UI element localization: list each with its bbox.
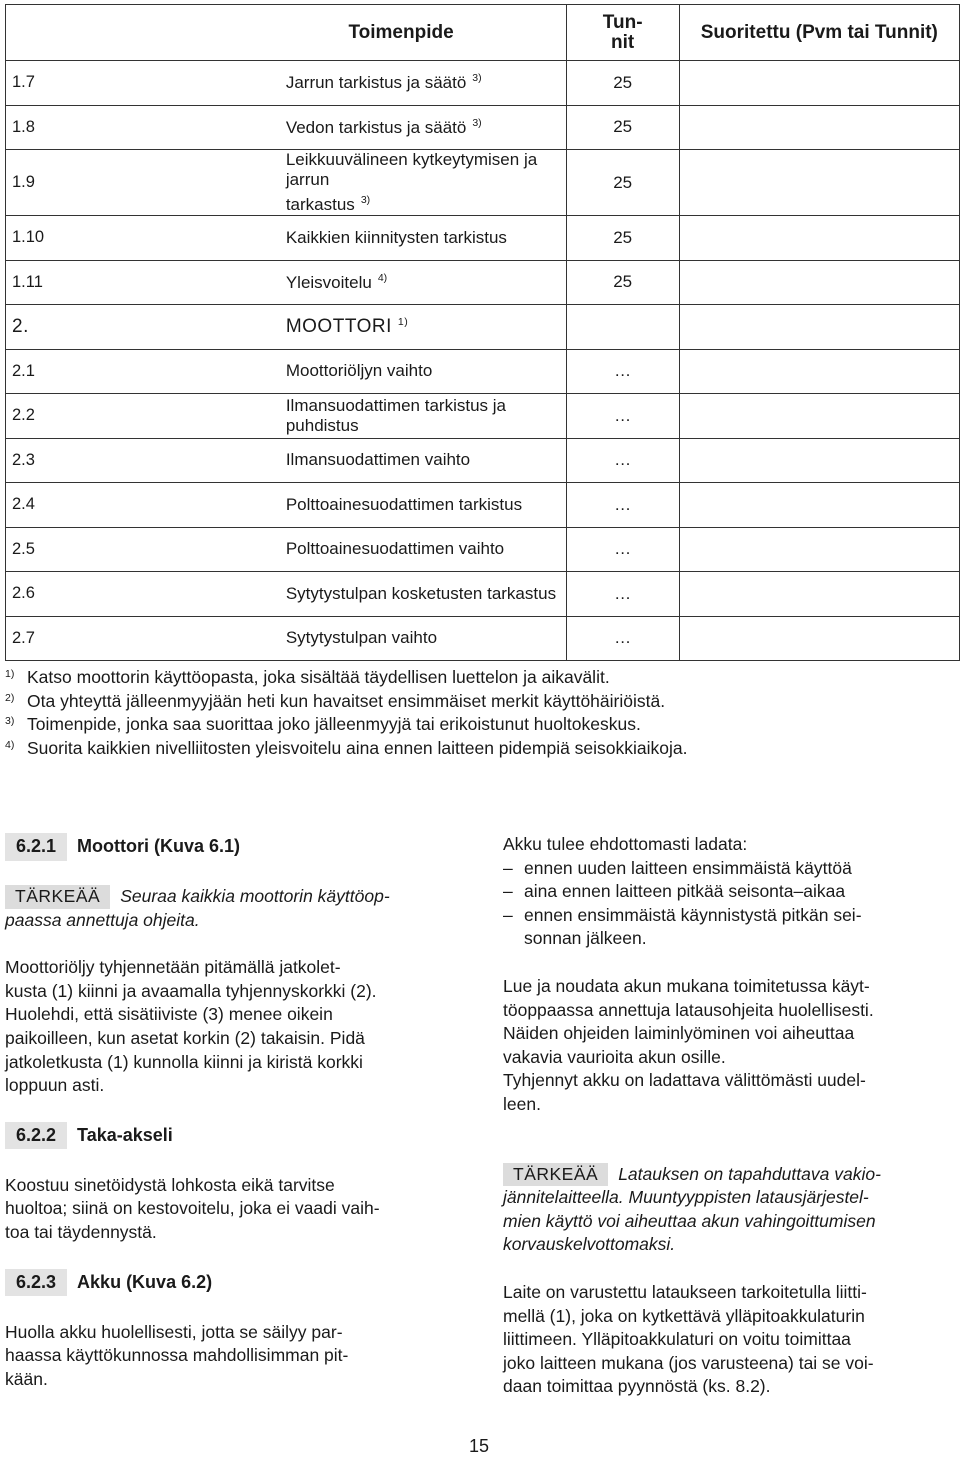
footnote-text: Suorita kaikkien nivelliitosten yleisvoitelu aina ennen laitteen pidempiä seisokkiaikoja.	[27, 737, 688, 758]
table-row	[6, 349, 960, 394]
row-task	[286, 150, 566, 216]
row-task-text-line2: tarkastus	[285, 195, 355, 214]
table-row	[6, 260, 960, 305]
row-hours: 25	[566, 61, 679, 106]
row-footnote-ref: 3)	[472, 72, 482, 85]
footnote	[5, 687, 945, 711]
table-row	[6, 438, 960, 483]
table-row	[6, 150, 960, 216]
row-task	[286, 61, 566, 106]
row-number: 2.5	[6, 527, 286, 572]
row-done-cell[interactable]	[679, 105, 959, 150]
row-number: 2.7	[6, 616, 286, 661]
footnote	[5, 710, 945, 734]
row-number: 2.4	[6, 483, 286, 528]
row-done-cell[interactable]	[679, 150, 959, 216]
row-done-cell[interactable]	[679, 527, 959, 572]
text-line: Huolehdi, että sisätiiviste (3) menee oikein	[5, 1004, 333, 1025]
row-task: Sytytystulpan kosketusten tarkastus	[286, 572, 566, 617]
footnote-mark: 2)	[5, 691, 15, 704]
paragraph-battery	[5, 1321, 460, 1392]
text-line: jatkoletkusta (1) kunnolla kiinni ja kiristä korkki	[5, 1051, 363, 1072]
paragraph-rear-axle	[5, 1174, 460, 1245]
footnote	[5, 663, 945, 687]
battery-charge-intro: Akku tulee ehdottomasti ladata:	[503, 834, 748, 854]
left-column	[5, 833, 460, 1391]
paragraph-oil-drain	[5, 956, 460, 1098]
row-hours	[566, 305, 679, 350]
text-line: korvauskelvottomaksi.	[503, 1234, 676, 1255]
row-done-cell[interactable]	[679, 216, 959, 261]
row-footnote-ref: 3)	[472, 116, 482, 129]
row-done-cell[interactable]	[679, 438, 959, 483]
row-number: 1.10	[6, 216, 286, 261]
section-title: Taka-akseli	[77, 1124, 173, 1145]
row-hours: 25	[566, 260, 679, 305]
text-line: paassa annettuja ohjeita.	[5, 909, 200, 930]
row-task: Sytytystulpan vaihto	[286, 616, 566, 661]
section-title: Moottori (Kuva 6.1)	[77, 836, 241, 856]
section-heading-rear-axle	[5, 1122, 460, 1150]
list-item: – aina ennen laitteen pitkää seisonta–aikaa	[503, 880, 958, 904]
table-row	[6, 527, 960, 572]
row-task-text-line1: Leikkuuvälineen kytkeytymisen ja jarrun	[285, 150, 538, 189]
row-done-cell[interactable]	[679, 394, 959, 439]
row-done-cell[interactable]	[679, 260, 959, 305]
row-task-text: Jarrun tarkistus ja säätö	[285, 73, 467, 93]
text-line: kään.	[5, 1368, 48, 1389]
table-row	[6, 216, 960, 261]
row-hours: …	[566, 483, 679, 528]
row-task	[286, 260, 566, 305]
footnote-text: Katso moottorin käyttöopasta, joka sisältää täydellisen luettelon ja aikavälit.	[27, 667, 610, 687]
text-line: Seuraa kaikkia moottorin käyttöop-	[120, 886, 390, 906]
table-header-row	[6, 5, 960, 61]
header-done: Suoritettu (Pvm tai Tunnit)	[679, 5, 959, 61]
text-line: jännitelaitteella. Muuntyyppisten latausjärjestel-	[503, 1187, 869, 1208]
battery-charge-list	[503, 857, 958, 928]
text-line: loppuun asti.	[5, 1075, 105, 1096]
section-number: 2.	[6, 305, 286, 350]
row-footnote-ref: 1)	[397, 315, 409, 328]
row-hours: …	[566, 349, 679, 394]
footnote-mark: 4)	[5, 738, 15, 751]
row-hours: …	[566, 616, 679, 661]
row-task: Polttoainesuodattimen tarkistus	[286, 483, 566, 528]
table-row	[6, 572, 960, 617]
section-number: 6.2.2	[5, 1122, 67, 1150]
text-line: paikoilleen, kun asetat korkin (2) takaisin. Pidä	[5, 1027, 365, 1048]
section-number: 6.2.3	[5, 1269, 67, 1297]
footnote-mark: 3)	[5, 715, 15, 727]
row-task-text: Vedon tarkistus ja säätö	[285, 117, 467, 137]
text-line: daan toimittaa pyynnöstä (ks. 8.2).	[503, 1376, 771, 1397]
important-label: TÄRKEÄÄ	[5, 885, 110, 909]
paragraph-charging-instructions	[503, 975, 958, 1117]
row-hours: …	[566, 438, 679, 483]
text-line: haassa käyttökunnossa mahdollisimman pit-	[5, 1345, 349, 1366]
header-hours-line2: nit	[611, 31, 635, 53]
row-task-text: Yleisvoitelu	[285, 272, 372, 292]
text-line: vakavia vaurioita akun osille.	[503, 1046, 726, 1067]
section-title	[286, 305, 566, 350]
list-item-continuation: sonnan jälkeen.	[524, 928, 647, 949]
text-line: huoltoa; siinä on kestovoitelu, joka ei vaadi vaih-	[5, 1198, 380, 1219]
header-hours-line1: Tun-	[602, 11, 643, 33]
header-hours	[566, 5, 679, 61]
row-footnote-ref: 4)	[377, 271, 388, 284]
text-line: töoppaassa annettuja latausohjeita huolellisesti.	[503, 999, 874, 1020]
row-task	[286, 105, 566, 150]
footnote-mark: 1)	[5, 668, 15, 680]
row-task: Ilmansuodattimen vaihto	[286, 438, 566, 483]
text-line: kusta (1) kiinni ja avaamalla tyhjennyskorkki (2).	[5, 980, 377, 1001]
text-line: Koostuu sinetöidystä lohkosta eikä tarvitse	[5, 1174, 335, 1195]
text-line: Moottoriöljy tyhjennetään pitämällä jatkolet-	[5, 957, 341, 978]
row-number: 1.9	[6, 150, 286, 216]
row-hours: 25	[566, 105, 679, 150]
footnote-text: Toimenpide, jonka saa suorittaa joko jälleenmyyjä tai erikoistunut huoltokeskus.	[27, 714, 641, 734]
table-row	[6, 61, 960, 106]
footnote	[5, 734, 945, 758]
row-done-cell[interactable]	[679, 572, 959, 617]
text-line: leen.	[503, 1093, 541, 1114]
row-hours: …	[566, 527, 679, 572]
page-number: 15	[469, 1436, 490, 1456]
row-done-cell[interactable]	[679, 616, 959, 661]
row-task: Moottoriöljyn vaihto	[286, 349, 566, 394]
row-number: 2.2	[6, 394, 286, 439]
right-column	[503, 833, 958, 1399]
text-line: toa tai täydennystä.	[5, 1221, 157, 1242]
text-line: joko laitteen mukana (jos varusteena) tai se voi-	[503, 1352, 874, 1373]
text-line: mellä (1), joka on kytkettävä ylläpitoakkulaturin	[503, 1305, 865, 1326]
row-number: 2.3	[6, 438, 286, 483]
text-line: Lue ja noudata akun mukana toimitetussa käyt-	[503, 975, 870, 996]
row-hours: 25	[566, 216, 679, 261]
footnote-text: Ota yhteyttä jälleenmyyjään heti kun havaitset ensimmäiset merkit käyttöhäiriöistä.	[27, 690, 666, 711]
text-line: Huolla akku huolellisesti, jotta se säilyy par-	[5, 1321, 343, 1342]
footnotes	[5, 663, 945, 757]
text-line: Latauksen on tapahduttava vakio-	[618, 1163, 881, 1184]
table-row	[6, 616, 960, 661]
row-task: Polttoainesuodattimen vaihto	[286, 527, 566, 572]
row-done-cell[interactable]	[679, 349, 959, 394]
important-note-engine	[5, 885, 460, 932]
row-number: 1.8	[6, 105, 286, 150]
text-line: liittimeen. Ylläpitoakkulaturi on voitu toimittaa	[503, 1329, 851, 1350]
table-row	[6, 483, 960, 528]
row-done-cell[interactable]	[679, 61, 959, 106]
text-line: Näiden ohjeiden laiminlyöminen voi aiheuttaa	[503, 1023, 855, 1044]
table-section-row	[6, 305, 960, 350]
text-line: Tyhjennyt akku on ladattava välittömästi uudel-	[503, 1070, 866, 1091]
list-item: – ennen uuden laitteen ensimmäistä käyttöä	[503, 857, 958, 881]
row-number: 1.11	[6, 260, 286, 305]
row-hours: …	[566, 394, 679, 439]
paragraph-connector	[503, 1281, 958, 1399]
row-hours: 25	[566, 150, 679, 216]
row-done-cell[interactable]	[679, 483, 959, 528]
row-task-text: Kaikkien kiinnitysten tarkistus	[285, 227, 507, 247]
header-task: Toimenpide	[6, 5, 567, 61]
row-task	[286, 216, 566, 261]
row-footnote-ref: 3)	[360, 194, 371, 206]
row-number: 2.6	[6, 572, 286, 617]
section-heading-battery	[5, 1269, 460, 1297]
text-line: Laite on varustettu lataukseen tarkoitetulla liitti-	[503, 1281, 867, 1302]
row-hours: …	[566, 572, 679, 617]
section-heading-engine	[5, 833, 460, 861]
text-line: mien käyttö voi aiheuttaa akun vahingoittumisen	[503, 1210, 876, 1231]
important-label: TÄRKEÄÄ	[503, 1163, 608, 1187]
table-row	[6, 105, 960, 150]
important-note-charging	[503, 1163, 958, 1257]
section-title: Akku (Kuva 6.2)	[77, 1271, 213, 1292]
section-number: 6.2.1	[5, 833, 67, 861]
row-number: 2.1	[6, 349, 286, 394]
section-title-text: MOOTTORI	[285, 315, 392, 337]
row-done-cell[interactable]	[679, 305, 959, 350]
table-row	[6, 394, 960, 439]
list-item: – ennen ensimmäistä käynnistystä pitkän sei-	[503, 904, 958, 928]
maintenance-table	[5, 4, 960, 661]
row-task: Ilmansuodattimen tarkistus ja puhdistus	[286, 394, 566, 439]
row-number: 1.7	[6, 61, 286, 106]
